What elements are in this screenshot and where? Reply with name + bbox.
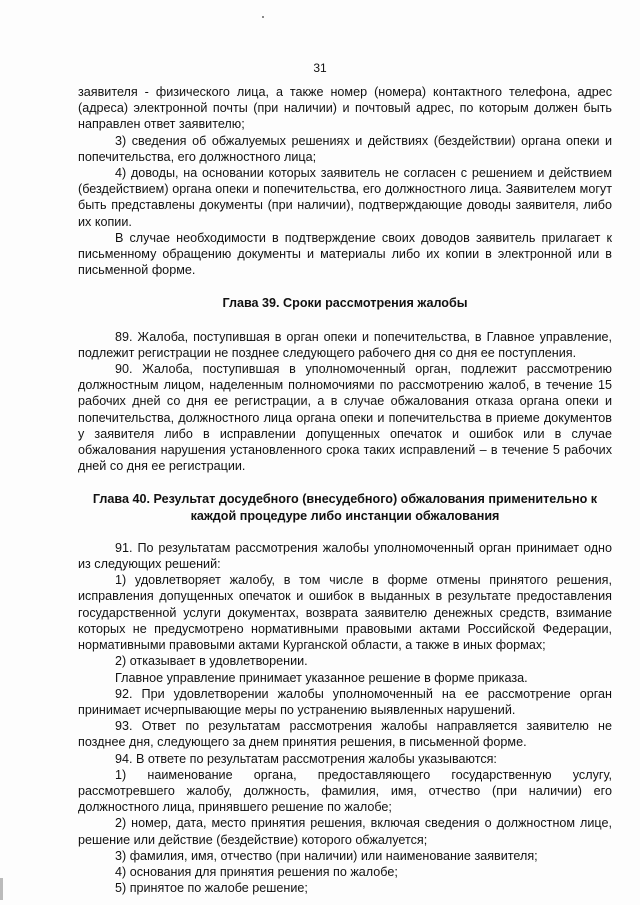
paragraph: Главное управление принимает указанное решение в форме приказа.	[115, 670, 528, 685]
paragraph: 4) доводы, на основании которых заявитель не согласен с решением и действием (бездействием) органа опеки и попечительства, его должностного лица. Заявителем могут быть представлены документы (при наличии), подтверждающие доводы заявителя, либо их копии.	[78, 166, 612, 229]
paragraph: 93. Ответ по результатам рассмотрения жалобы направляется заявителю не позднее дня, следующего за днем принятия решения, в письменной форме.	[78, 719, 612, 750]
scan-artifact	[262, 16, 264, 18]
paragraph: 89. Жалоба, поступившая в орган опеки и попечительства, в Главное управление, подлежит регистрации не позднее следующего рабочего дня со дня ее поступления.	[78, 329, 612, 360]
paragraph: 94. В ответе по результатам рассмотрения жалобы указываются:	[115, 751, 497, 766]
paragraph: 1) наименование органа, предоставляющего государственную услугу, рассмотревшего жалобу, должность, фамилия, имя, отчество (при наличии) его должностного лица, принявшего решение по жалобе;	[78, 767, 612, 815]
paragraph: 90. Жалоба, поступившая в уполномоченный орган, подлежит рассмотрению должностным лицом, наделенным полномочиями по рассмотрению жалоб, в течение 15 рабочих дней со дня ее регистрации, а в случае обжалования отказа органа опеки и попечительства, должностного лица органа опеки и попечительства в приеме документов у заявителя либо в исправлении допущенных опечаток и ошибок или в случае обжалования нарушения установленного срока таких исправлений – в течение 5 рабочих дней со дня ее регистрации.	[78, 362, 612, 474]
paragraph: 5) принятое по жалобе решение;	[115, 881, 308, 896]
scan-edge-mark	[0, 878, 3, 900]
chapter-39-heading: Глава 39. Сроки рассмотрения жалобы	[222, 296, 468, 311]
paragraph: В случае необходимости в подтверждение своих доводов заявитель прилагает к письменному обращению документы и материалы либо их копии в электронной или в письменной форме.	[78, 230, 612, 278]
paragraph: заявителя - физического лица, а также номер (номера) контактного телефона, адрес (адреса) электронной почты (при наличии) и почтовый адрес, по которым должен быть направлен ответ заявителю;	[78, 85, 612, 132]
paragraph: 2) номер, дата, место принятия решения, включая сведения о должностном лице, решение или действие (бездействие) которого обжалуется;	[78, 816, 612, 847]
paragraph: 4) основания для принятия решения по жалобе;	[115, 864, 398, 879]
paragraph: 3) фамилия, имя, отчество (при наличии) или наименование заявителя;	[115, 848, 538, 863]
document-body	[78, 84, 612, 896]
page-number: 31	[313, 61, 327, 75]
paragraph: 92. При удовлетворении жалобы уполномоченный на ее рассмотрение орган принимает исчерпывающие меры по устранению выявленных нарушений.	[78, 686, 612, 717]
paragraph: 2) отказывает в удовлетворении.	[115, 654, 308, 669]
paragraph: 91. По результатам рассмотрения жалобы уполномоченный орган принимает одно из следующих решений:	[78, 540, 612, 572]
paragraph: 3) сведения об обжалуемых решениях и действиях (бездействии) органа опеки и попечительства, его должностного лица;	[78, 133, 612, 164]
chapter-40-heading: Глава 40. Результат досудебного (внесудебного) обжалования применительно к каждой процедуре либо инстанции обжалования	[92, 492, 598, 523]
paragraph: 1) удовлетворяет жалобу, в том числе в форме отмены принятого решения, исправления допущенных опечаток и ошибок в выданных в результате предоставления государственной услуги документах, возврата заявителю денежных средств, взимание которых не предусмотрено нормативными правовыми актами Российской Федерации, нормативными правовыми актами Курганской области, а также в иных формах;	[78, 573, 612, 653]
